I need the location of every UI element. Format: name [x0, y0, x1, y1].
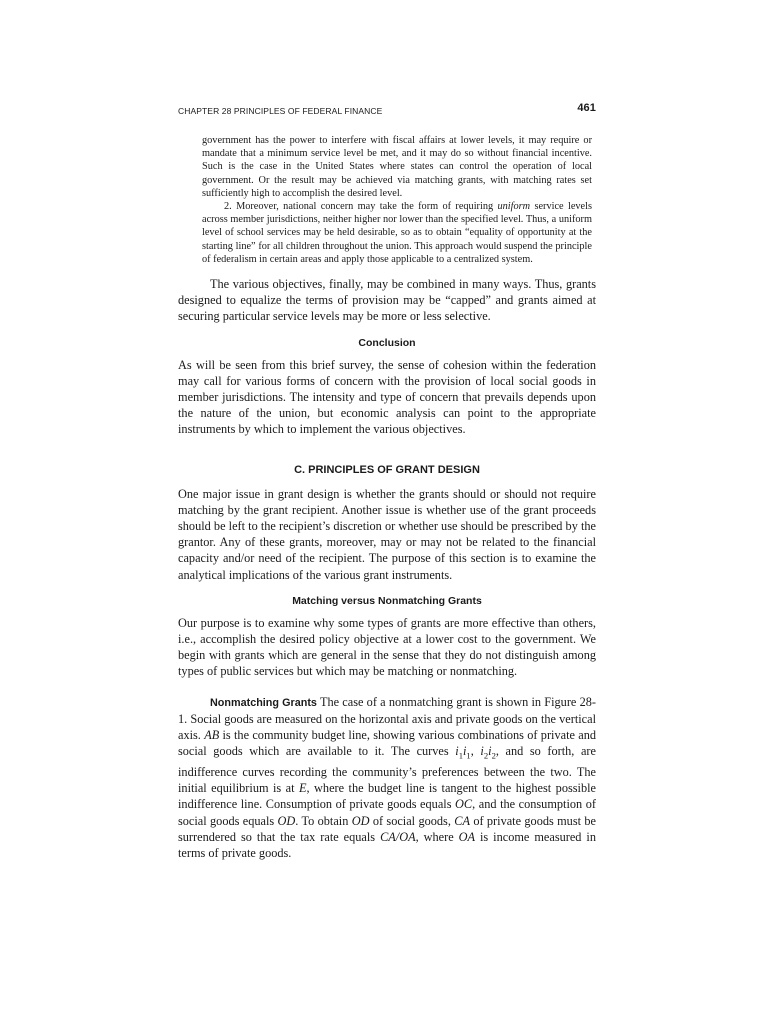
running-head — [178, 100, 596, 120]
text: of social goods, — [369, 813, 455, 828]
var-i: i — [480, 744, 484, 759]
paragraph-nonmatching — [178, 694, 596, 861]
subscript: 2 — [483, 750, 489, 761]
paragraph-grant-design: One major issue in grant design is whether the grants should or should not require matching by the grant recipient. Another issue is whether use of the grant proceeds should be left to the recipient’s discretion or whether use should be prescribed by the grantor. Any of these grants, moreover, may or may not be related to the financial capacity and/or need of the recipient. The purpose of this section is to examine the analytical implications of the various grant instruments. — [178, 486, 596, 582]
var-oa: OA — [458, 829, 476, 844]
list-number: 2. — [224, 201, 232, 213]
text: , and so forth, are indifference curves recording the community’s preferences between the two. The initial equilibrium is at — [178, 744, 596, 796]
text: . To obtain — [295, 813, 352, 828]
heading-matching: Matching versus Nonmatching Grants — [292, 594, 482, 607]
text: , where the budget line is tangent to the highest possible indifference line. Consumption of private goods equals — [178, 781, 596, 812]
extract-text: Moreover, national concern may take the form of requiring — [231, 201, 498, 213]
paragraph-matching: Our purpose is to examine why some types of grants are more effective than others, i.e., accomplish the desired policy objective at a lower cost to the government. We begin with grants which are general in the sense that they do not distinguish among types of public services but which may be matching or nonmatching. — [178, 615, 596, 679]
extract-paragraph-2 — [202, 200, 592, 266]
chapter-title: CHAPTER 28 PRINCIPLES OF FEDERAL FINANCE — [178, 106, 383, 116]
var-i: i — [463, 744, 467, 759]
heading-conclusion: Conclusion — [358, 336, 416, 349]
extract-paragraph-1: government has the power to interfere with fiscal affairs at lower levels, it may require or mandate that a minimum service level be met, and it may do so without financial incentive. Such is the case in the United States where states can control the operation of local government. Or the result may be achieved via matching grants, with matching rates set sufficiently high to accomplish the desired level. — [202, 135, 592, 199]
var-e: E — [299, 781, 307, 796]
text: is income measured in terms of private goods. — [178, 829, 596, 860]
page-number: 461 — [577, 102, 596, 114]
paragraph-objectives: The various objectives, finally, may be combined in many ways. Thus, grants designed to equalize the terms of provision may be “capped” and grants aimed at securing particular service levels may be more or less selective. — [178, 277, 596, 324]
text: , where — [415, 829, 459, 844]
var-od: OD — [277, 813, 296, 828]
emphasis-uniform: uniform — [497, 201, 531, 213]
var-ca-oa: CA/OA — [380, 829, 416, 844]
var-i: i — [455, 744, 459, 759]
var-i: i — [488, 744, 492, 759]
heading-section-c: C. PRINCIPLES OF GRANT DESIGN — [294, 463, 480, 476]
document-page — [178, 100, 596, 861]
subscript: 2 — [491, 750, 496, 761]
text: is the community budget line, showing various combinations of private and social goods which are available to it. The curves — [178, 728, 596, 759]
extract-block — [202, 134, 592, 266]
run-in-heading: Nonmatching Grants — [210, 696, 317, 709]
text: of private goods must be surrendered so that the tax rate equals — [178, 813, 596, 844]
subscript: 1 — [466, 750, 471, 761]
var-oc: OC — [455, 797, 473, 812]
text: , and the consumption of social goods equals — [178, 797, 596, 828]
var-ab: AB — [204, 728, 220, 743]
extract-text: service levels across member jurisdictions, neither higher nor lower than the specified level. Thus, a uniform level of school services may be held desirable, so as to obtain “equality of opportunity at the starting line” for all children throughout the union. This approach would suspend the principle of federalism in certain areas and apply those applicable to a centralized system. — [202, 201, 592, 265]
text: , — [470, 744, 481, 759]
subscript: 1 — [458, 750, 463, 761]
paragraph-conclusion: As will be seen from this brief survey, the sense of cohesion within the federation may call for various forms of concern with the provision of local social goods in member jurisdictions. The intensity and type of concern that prevails depends upon the nature of the union, but economic analysis can point to the appropriate instruments by which to implement the various objectives. — [178, 357, 596, 437]
var-ca: CA — [454, 813, 470, 828]
var-od: OD — [351, 813, 370, 828]
text: The case of a nonmatching grant is shown in Figure 28-1. Social goods are measured on the horizontal axis and private goods on the vertical axis. — [178, 694, 597, 743]
